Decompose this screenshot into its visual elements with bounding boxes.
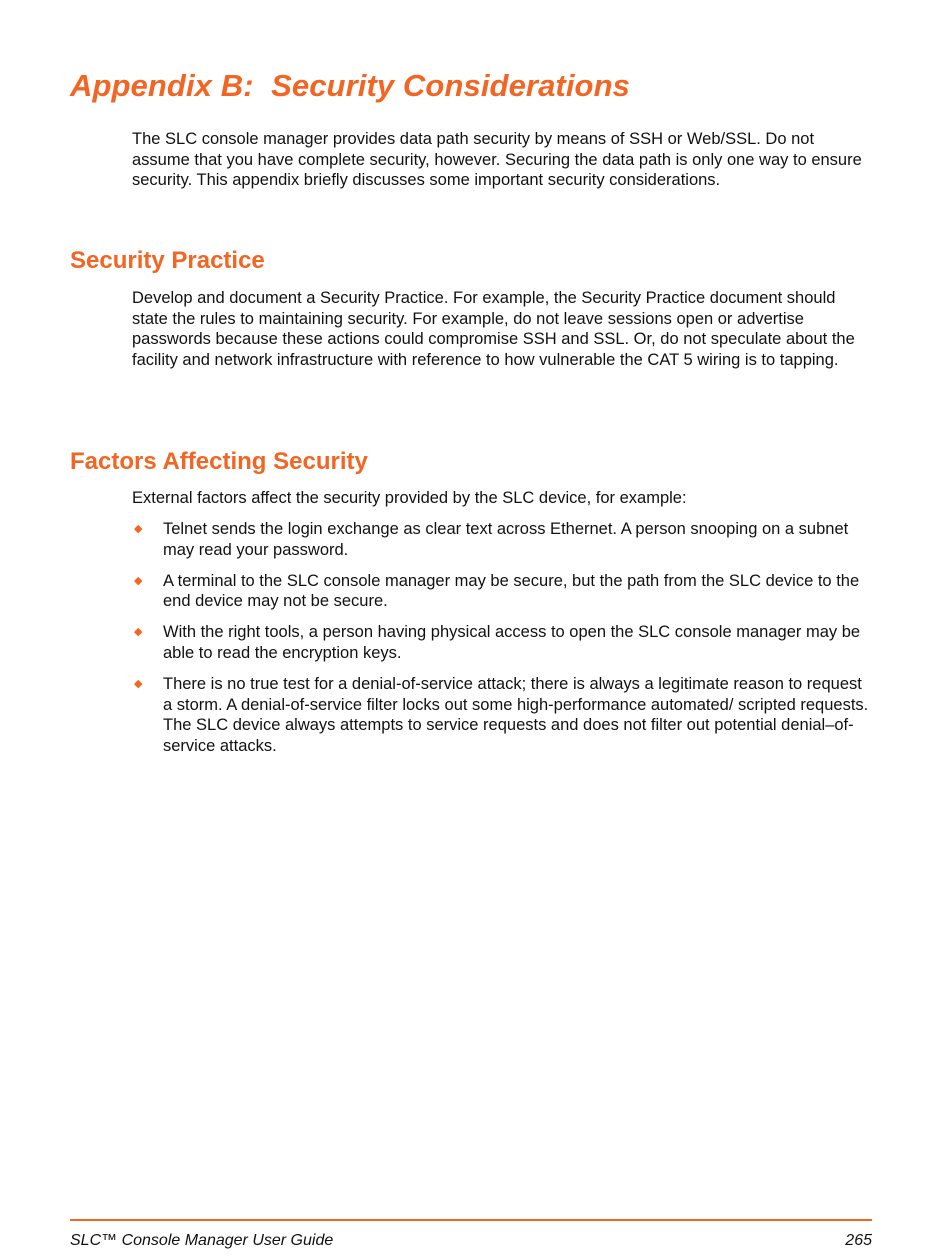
diamond-bullet-icon: ◆ bbox=[134, 626, 143, 639]
security-practice-paragraph: Develop and document a Security Practice. For example, the Security Practice document should state the rules to maintaining security. For example, do not leave sessions open or advertise passwords because these actions could compromise SSH and SSL. Or, do not speculate about the facility and network infrastructure with reference to how vulnerable the CAT 5 wiring is to tapping. bbox=[132, 289, 855, 369]
list-item-text: There is no true test for a denial-of-service attack; there is always a legitimate reason to request a storm. A denial-of-service filter locks out some high-performance automated/ scripted requests. The SLC device always attempts to service requests and does not filter out potential denial–of-service attacks. bbox=[163, 675, 869, 755]
security-practice-heading: Security Practice bbox=[70, 247, 265, 274]
list-item bbox=[132, 571, 872, 612]
list-item-text: Telnet sends the login exchange as clear text across Ethernet. A person snooping on a subnet may read your password. bbox=[163, 520, 849, 559]
page-title: Appendix B: Security Considerations bbox=[70, 68, 630, 103]
factors-intro-paragraph: External factors affect the security provided by the SLC device, for example: bbox=[132, 489, 687, 507]
list-item-text: With the right tools, a person having physical access to open the SLC console manager may be able to read the encryption keys. bbox=[163, 623, 861, 662]
footer-guide-title: SLC™ Console Manager User Guide bbox=[70, 1232, 334, 1249]
diamond-bullet-icon: ◆ bbox=[134, 574, 143, 587]
diamond-bullet-icon: ◆ bbox=[134, 678, 143, 691]
list-item bbox=[132, 622, 872, 663]
list-item-text: A terminal to the SLC console manager may be secure, but the path from the SLC device to the end device may not be secure. bbox=[163, 571, 860, 611]
security-factors-list bbox=[132, 519, 872, 767]
list-item bbox=[132, 519, 872, 560]
diamond-bullet-icon: ◆ bbox=[134, 523, 143, 535]
list-item bbox=[132, 674, 872, 756]
intro-paragraph: The SLC console manager provides data path security by means of SSH or Web/SSL. Do not assume that you have complete security, however. Securing the data path is only one way to ensure security. This appendix briefly discusses some important security considerations. bbox=[132, 130, 862, 190]
factors-affecting-security-heading: Factors Affecting Security bbox=[70, 448, 368, 475]
footer-divider bbox=[70, 1219, 872, 1221]
footer-page-number: 265 bbox=[845, 1232, 872, 1249]
